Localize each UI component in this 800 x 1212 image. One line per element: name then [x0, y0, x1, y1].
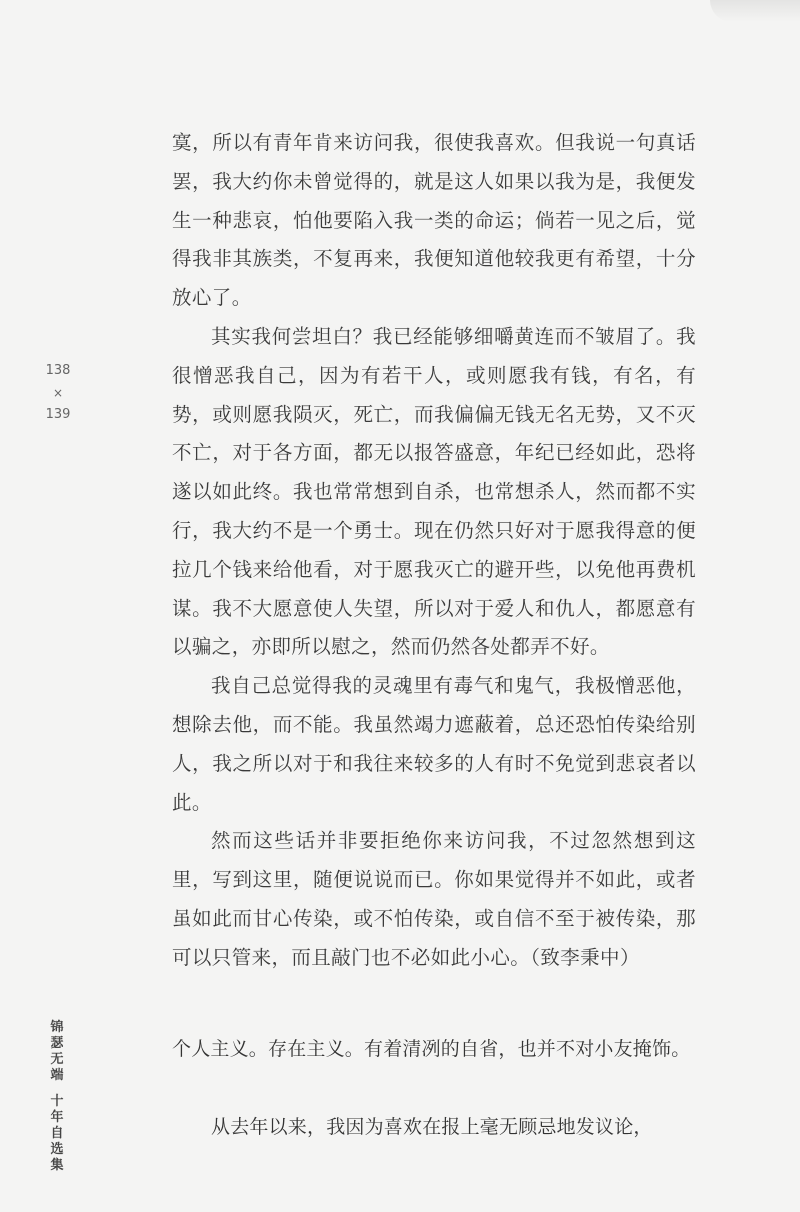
- page-number-left: 138: [45, 363, 71, 378]
- book-title-part2: 十年自选集: [50, 1094, 64, 1173]
- book-title-part1: 锦瑟无端: [50, 1020, 64, 1083]
- page-curl-shadow: [710, 0, 800, 22]
- paragraph-1: 寞，所以有青年肯来访问我，很使我喜欢。但我说一句真话罢，我大约你未曾觉得的，就是这人如果以我为是，我便发生一种悲哀，怕他要陷入我一类的命运；倘若一见之后，觉得我非其族类，不复再来，我便知道他较我更有希望，十分放心了。: [172, 131, 696, 310]
- book-title-vertical: [45, 1020, 69, 1174]
- paragraph-2: 其实我何尝坦白？我已经能够细嚼黄连而不皱眉了。我很憎恶我自己，因为有若干人，或则愿我有钱，有名，有势，或则愿我陨灭，死亡，而我偏偏无钱无名无势，又不灭不亡，对于各方面，都无以报答盛意，年纪已经如此，恐将遂以如此终。我也常常想到自杀，也常想杀人，然而都不实行，我大约不是一个勇士。现在仍然只好对于愿我得意的便拉几个钱来给他看，对于愿我灭亡的避开些，以免他再费机谋。我不大愿意使人失望，所以对于爱人和仇人，都愿意有以骗之，亦即所以慰之，然而仍然各处都弄不好。: [172, 324, 696, 659]
- page-number-separator: ×: [52, 386, 64, 400]
- commentary-note: 个人主义。存在主义。有着清冽的自省，也并不对小友掩饰。: [172, 1038, 691, 1060]
- page-number-right: 139: [45, 407, 71, 422]
- paragraph-3: 我自己总觉得我的灵魂里有毒气和鬼气，我极憎恶他，想除去他，而不能。我虽然竭力遮蔽着，总还恐怕传染给别人，我之所以对于和我往来较多的人有时不免觉到悲哀者以此。: [172, 674, 696, 814]
- letter-excerpt: [172, 124, 696, 978]
- next-paragraph: 从去年以来，我因为喜欢在报上毫无顾忌地发议论，: [211, 1116, 653, 1138]
- paragraph-4: 然而这些话并非要拒绝你来访问我，不过忽然想到这里，写到这里，随便说说而已。你如果觉得并不如此，或者虽如此而甘心传染，或不怕传染，或自信不至于被传染，那可以只管来，而且敲门也不必如此小心。（致李秉中）: [172, 829, 696, 969]
- page-number-indicator: [38, 360, 78, 426]
